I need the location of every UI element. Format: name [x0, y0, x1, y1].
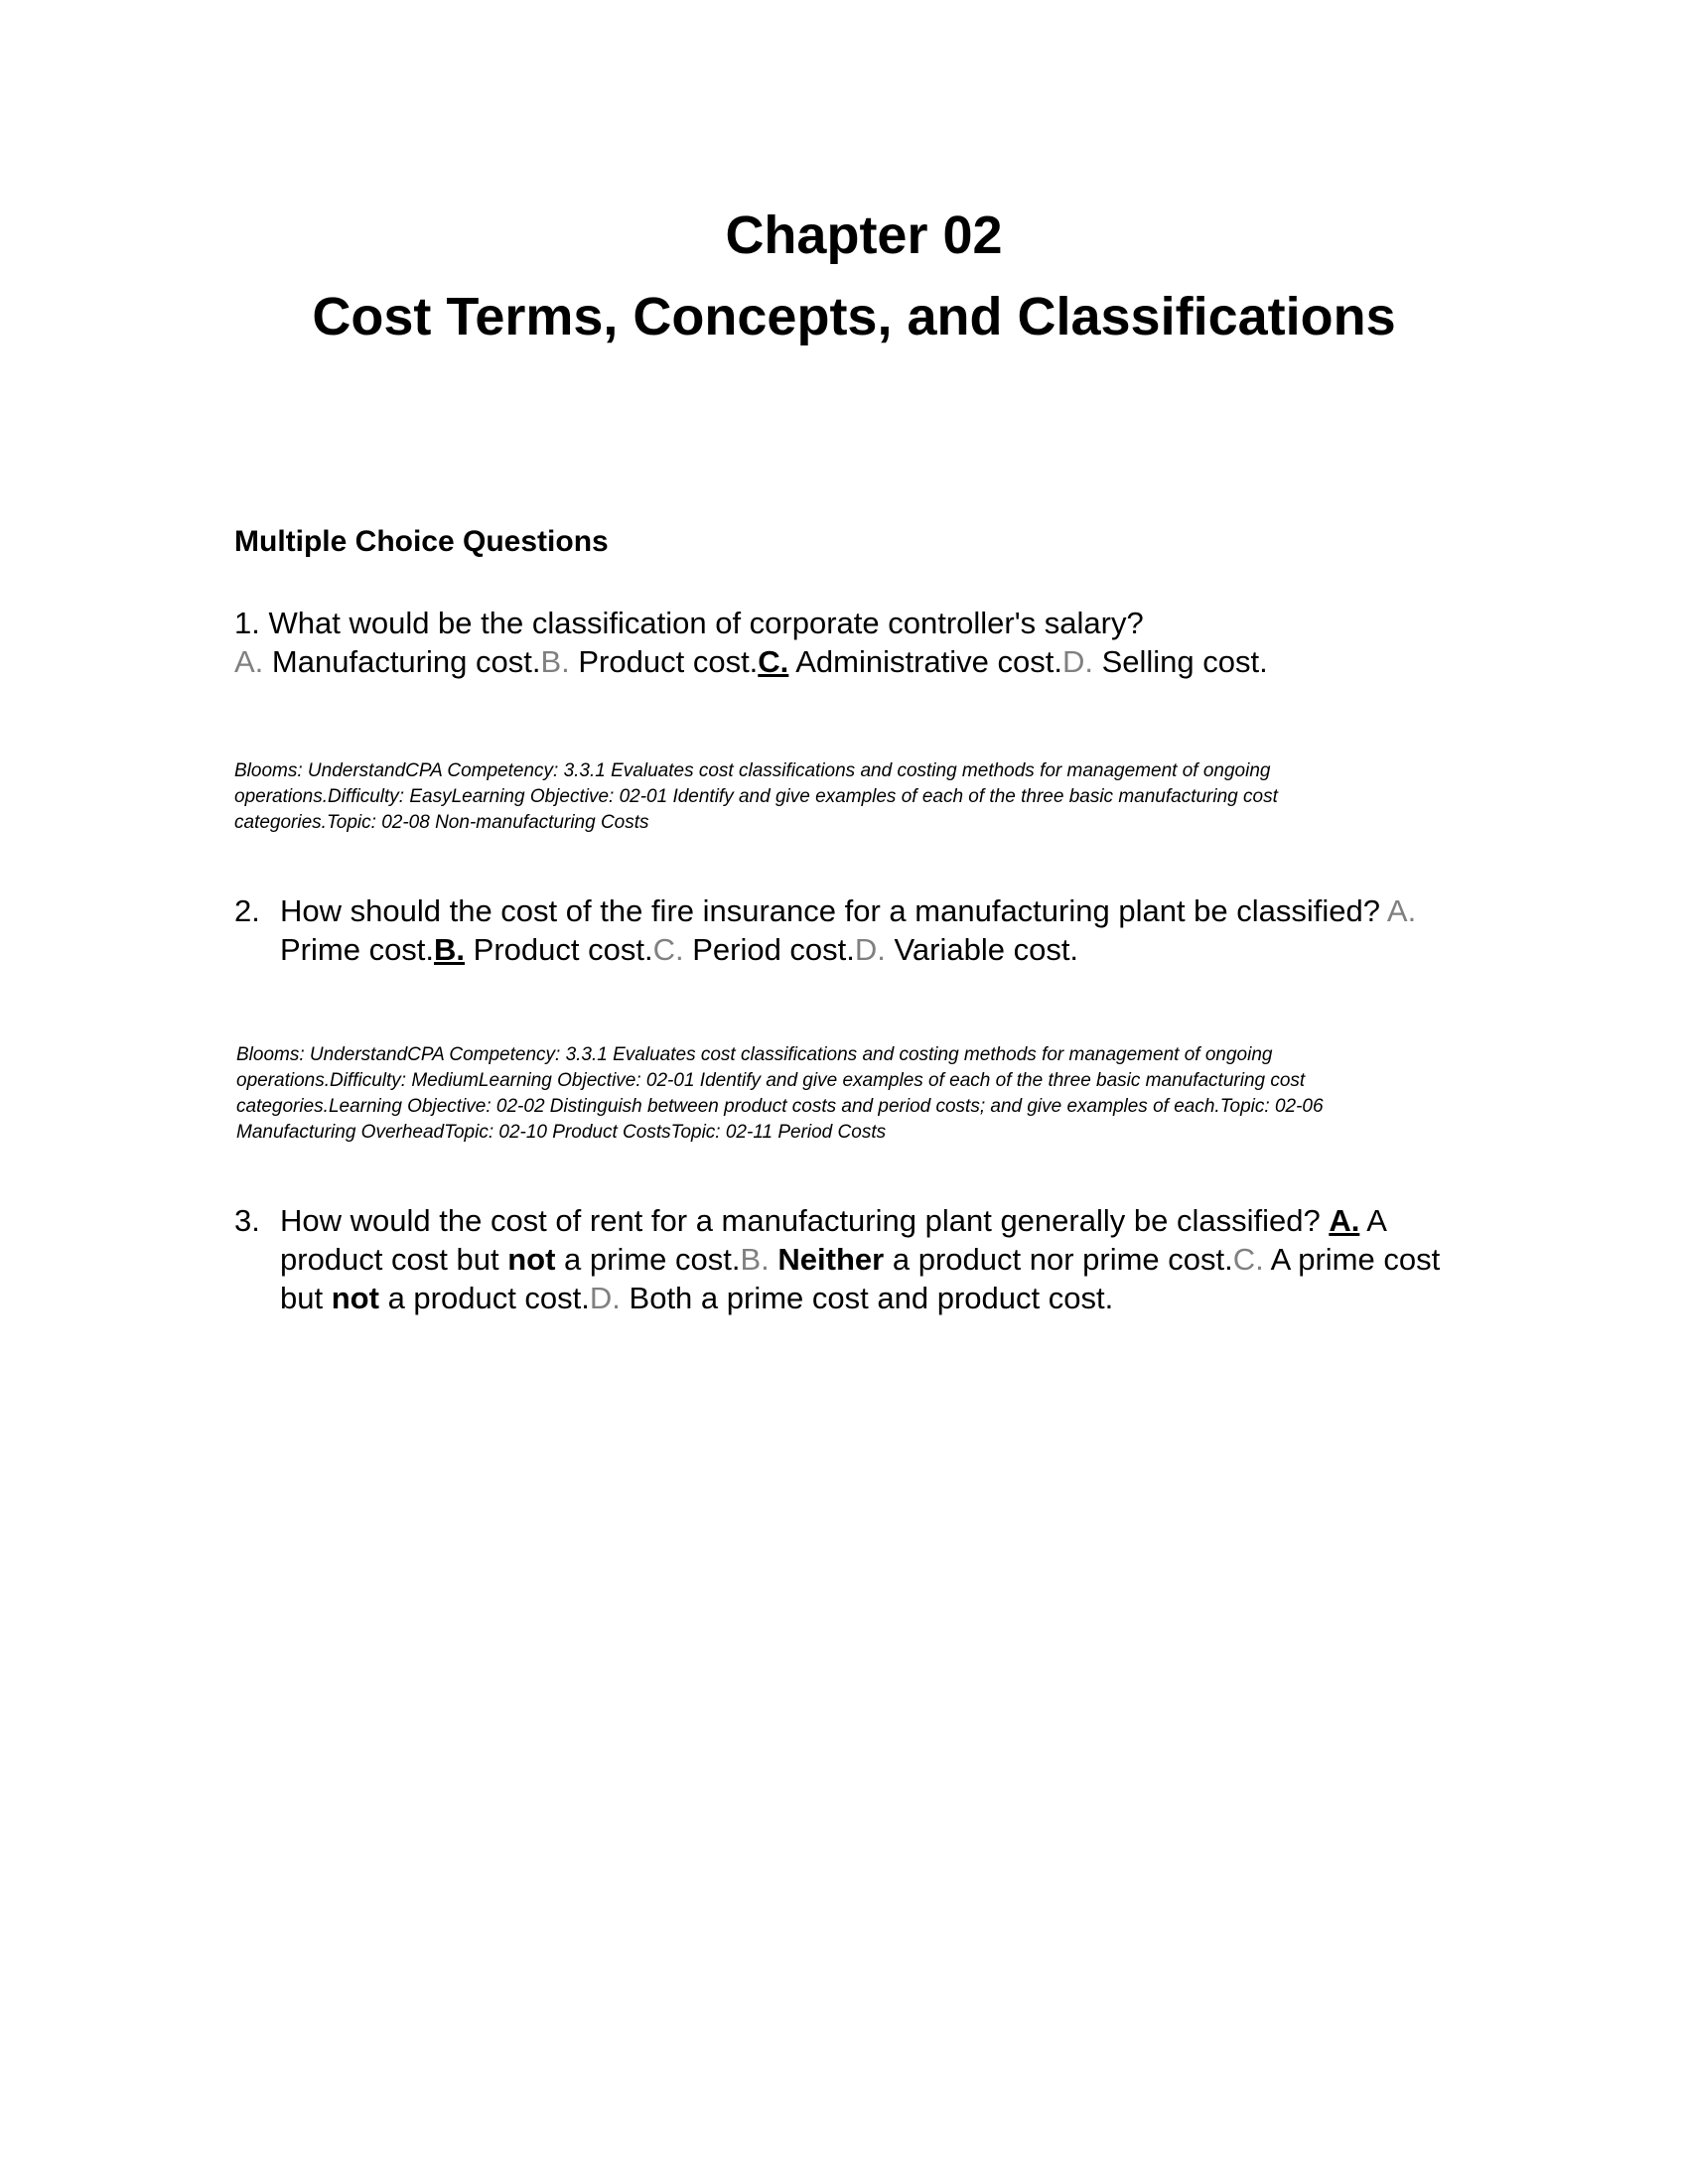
emphasis-text: not: [331, 1281, 379, 1315]
question-1: [234, 604, 1476, 681]
question-2-metadata: Blooms: UnderstandCPA Competency: 3.3.1 Evaluates cost classifications and costing methods for management of ongoing operations.Difficulty: MediumLearning Objective: 02-01 Identify and give examples of each of the three basic manufacturing cost categories.Learning Objective: 02-02 Distinguish between product costs and period costs; and give examples of each.Topic: 02-06 Manufacturing OverheadTopic: 02-10 Product CostsTopic: 02-11 Period Costs: [236, 1044, 1324, 1143]
option-text: Manufacturing cost.: [271, 644, 541, 679]
option-letter: D.: [1061, 644, 1093, 679]
question-2-body: [280, 891, 1485, 969]
question-number: 2.: [234, 893, 260, 928]
question-2: [234, 891, 1485, 969]
section-heading: Multiple Choice Questions: [234, 525, 609, 558]
option-text: A prime cost but: [280, 1242, 1441, 1315]
option-text: a product nor prime cost.: [892, 1242, 1233, 1277]
page-title: [0, 195, 1688, 357]
emphasis-text: Neither: [777, 1242, 885, 1277]
option-letter: B.: [740, 1242, 770, 1277]
question-number: 3.: [234, 1203, 260, 1238]
question-2-stem: How should the cost of the fire insurance for a manufacturing plant be classified?: [280, 893, 1381, 928]
option-text: Administrative cost.: [795, 644, 1062, 679]
option-text: Both a prime cost and product cost.: [629, 1281, 1114, 1315]
option-letter: A.: [234, 644, 264, 679]
question-1-metadata: Blooms: UnderstandCPA Competency: 3.3.1 Evaluates cost classifications and costing methods for management of ongoing operations.Difficulty: EasyLearning Objective: 02-01 Identify and give examples of each of the three basic manufacturing cost categories.Topic: 02-08 Non-manufacturing Costs: [234, 760, 1278, 833]
option-text: Selling cost.: [1101, 644, 1268, 679]
option-letter: B.: [540, 644, 570, 679]
option-letter: C.: [1232, 1242, 1264, 1277]
option-text: Variable cost.: [894, 932, 1079, 967]
option-text: a product cost.: [387, 1281, 590, 1315]
question-1-stem: 1. What would be the classification of corporate controller's salary?: [234, 606, 1144, 640]
chapter-number: Chapter 02: [725, 205, 1003, 265]
option-text: a prime cost.: [564, 1242, 741, 1277]
question-3-body: [280, 1201, 1485, 1317]
option-text: Product cost.: [473, 932, 653, 967]
option-text: Period cost.: [692, 932, 855, 967]
option-letter: C.: [652, 932, 684, 967]
option-letter: A.: [1386, 893, 1417, 928]
option-letter: D.: [589, 1281, 621, 1315]
option-text: A product cost but: [280, 1203, 1386, 1277]
correct-answer-letter: C.: [758, 644, 789, 679]
emphasis-text: not: [507, 1242, 556, 1277]
question-1-options: [234, 642, 1476, 681]
chapter-title: Cost Terms, Concepts, and Classifications: [312, 287, 1396, 346]
option-text: Prime cost.: [280, 932, 435, 967]
option-letter: D.: [854, 932, 886, 967]
correct-answer-letter: A.: [1329, 1203, 1360, 1238]
option-text: Product cost.: [578, 644, 759, 679]
question-3-stem: How would the cost of rent for a manufacturing plant generally be classified?: [280, 1203, 1321, 1238]
correct-answer-letter: B.: [434, 932, 466, 967]
question-3: [234, 1201, 1485, 1317]
